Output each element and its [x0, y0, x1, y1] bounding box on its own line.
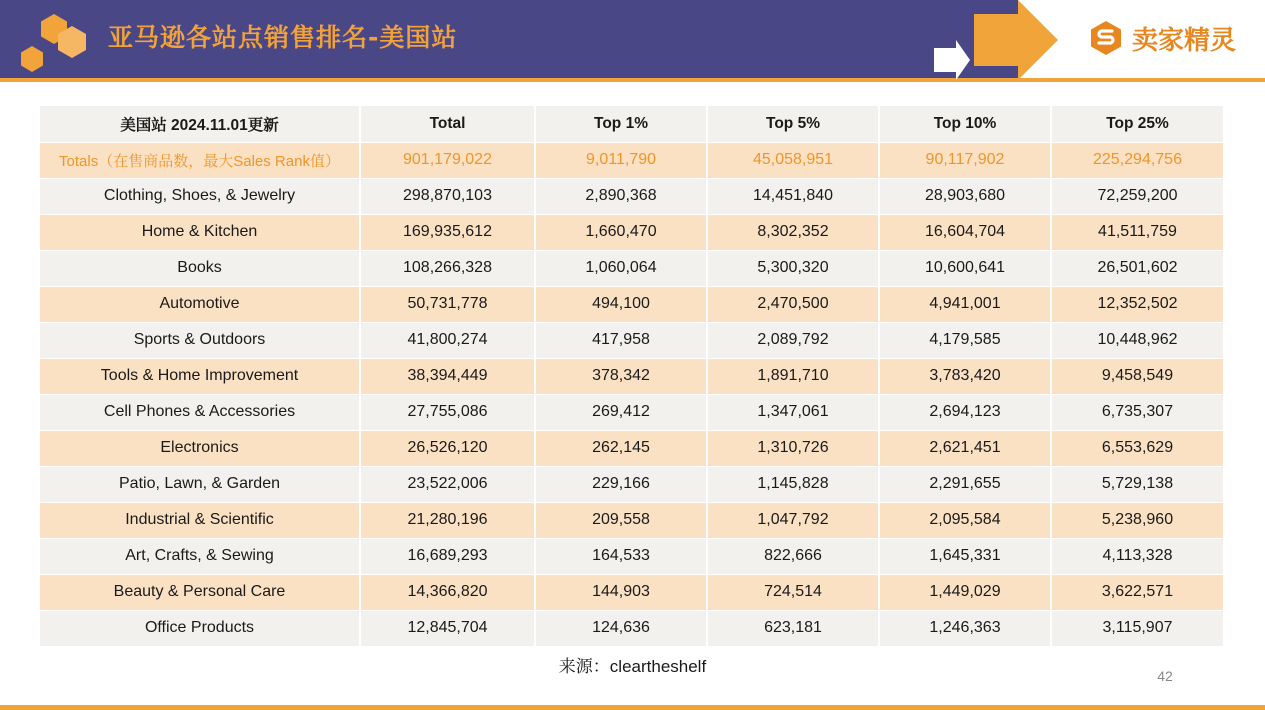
header-cell: Top 1% [535, 106, 707, 142]
value-cell: 50,731,778 [360, 286, 535, 322]
table-header-row [40, 106, 1223, 142]
totals-cell: 90,117,902 [879, 142, 1051, 178]
value-cell: 262,145 [535, 430, 707, 466]
category-cell: Industrial & Scientific [40, 502, 360, 538]
value-cell: 1,047,792 [707, 502, 879, 538]
value-cell: 822,666 [707, 538, 879, 574]
table-row [40, 250, 1223, 286]
value-cell: 16,689,293 [360, 538, 535, 574]
value-cell: 3,115,907 [1051, 610, 1223, 646]
value-cell: 3,622,571 [1051, 574, 1223, 610]
category-cell: Patio, Lawn, & Garden [40, 466, 360, 502]
value-cell: 124,636 [535, 610, 707, 646]
totals-cell: 901,179,022 [360, 142, 535, 178]
value-cell: 26,501,602 [1051, 250, 1223, 286]
value-cell: 21,280,196 [360, 502, 535, 538]
value-cell: 5,729,138 [1051, 466, 1223, 502]
value-cell: 8,302,352 [707, 214, 879, 250]
value-cell: 2,694,123 [879, 394, 1051, 430]
sellersprite-s-icon [1088, 20, 1124, 56]
value-cell: 23,522,006 [360, 466, 535, 502]
hexagon-cluster-icon [14, 12, 94, 72]
value-cell: 14,366,820 [360, 574, 535, 610]
value-cell: 209,558 [535, 502, 707, 538]
value-cell: 1,246,363 [879, 610, 1051, 646]
value-cell: 108,266,328 [360, 250, 535, 286]
value-cell: 41,511,759 [1051, 214, 1223, 250]
table-row [40, 502, 1223, 538]
value-cell: 14,451,840 [707, 178, 879, 214]
value-cell: 298,870,103 [360, 178, 535, 214]
value-cell: 1,660,470 [535, 214, 707, 250]
value-cell: 4,113,328 [1051, 538, 1223, 574]
value-cell: 1,449,029 [879, 574, 1051, 610]
value-cell: 2,095,584 [879, 502, 1051, 538]
slide-header [0, 0, 1265, 82]
table-row [40, 358, 1223, 394]
value-cell: 28,903,680 [879, 178, 1051, 214]
value-cell: 378,342 [535, 358, 707, 394]
category-cell: Office Products [40, 610, 360, 646]
footer-accent-line [0, 705, 1265, 710]
table-row [40, 322, 1223, 358]
arrow-decoration-icon [930, 0, 1065, 82]
value-cell: 1,347,061 [707, 394, 879, 430]
header-cell: Top 5% [707, 106, 879, 142]
table-row [40, 286, 1223, 322]
category-cell: Cell Phones & Accessories [40, 394, 360, 430]
table-row [40, 610, 1223, 646]
value-cell: 72,259,200 [1051, 178, 1223, 214]
value-cell: 4,941,001 [879, 286, 1051, 322]
value-cell: 417,958 [535, 322, 707, 358]
value-cell: 6,553,629 [1051, 430, 1223, 466]
value-cell: 10,600,641 [879, 250, 1051, 286]
value-cell: 169,935,612 [360, 214, 535, 250]
value-cell: 41,800,274 [360, 322, 535, 358]
value-cell: 724,514 [707, 574, 879, 610]
category-cell: Automotive [40, 286, 360, 322]
header-accent-line [0, 78, 1265, 82]
sales-rank-table [40, 106, 1223, 647]
value-cell: 144,903 [535, 574, 707, 610]
value-cell: 12,845,704 [360, 610, 535, 646]
value-cell: 5,300,320 [707, 250, 879, 286]
totals-cell: 225,294,756 [1051, 142, 1223, 178]
value-cell: 164,533 [535, 538, 707, 574]
value-cell: 2,621,451 [879, 430, 1051, 466]
totals-row [40, 142, 1223, 178]
value-cell: 229,166 [535, 466, 707, 502]
category-cell: Sports & Outdoors [40, 322, 360, 358]
value-cell: 1,891,710 [707, 358, 879, 394]
value-cell: 1,310,726 [707, 430, 879, 466]
category-cell: Books [40, 250, 360, 286]
value-cell: 26,526,120 [360, 430, 535, 466]
source-note: 来源：cleartheshelf [558, 657, 707, 676]
value-cell: 27,755,086 [360, 394, 535, 430]
category-cell: Art, Crafts, & Sewing [40, 538, 360, 574]
totals-cell: Totals（在售商品数，最大Sales Rank值） [40, 142, 360, 178]
table-row [40, 430, 1223, 466]
category-cell: Beauty & Personal Care [40, 574, 360, 610]
value-cell: 10,448,962 [1051, 322, 1223, 358]
category-cell: Tools & Home Improvement [40, 358, 360, 394]
brand-name: 卖家精灵 [1132, 25, 1237, 56]
value-cell: 1,645,331 [879, 538, 1051, 574]
value-cell: 16,604,704 [879, 214, 1051, 250]
value-cell: 269,412 [535, 394, 707, 430]
value-cell: 2,089,792 [707, 322, 879, 358]
page-title: 亚马逊各站点销售排名-美国站 [108, 23, 458, 52]
table-row [40, 178, 1223, 214]
table-row [40, 538, 1223, 574]
category-cell: Home & Kitchen [40, 214, 360, 250]
table-row [40, 466, 1223, 502]
header-cell: Total [360, 106, 535, 142]
value-cell: 9,458,549 [1051, 358, 1223, 394]
header-cell: 美国站 2024.11.01更新 [40, 106, 360, 142]
value-cell: 623,181 [707, 610, 879, 646]
value-cell: 1,060,064 [535, 250, 707, 286]
value-cell: 2,291,655 [879, 466, 1051, 502]
brand-logo [1088, 18, 1236, 58]
totals-cell: 9,011,790 [535, 142, 707, 178]
value-cell: 5,238,960 [1051, 502, 1223, 538]
header-cell: Top 25% [1051, 106, 1223, 142]
value-cell: 1,145,828 [707, 466, 879, 502]
page-number: 42 [1157, 668, 1173, 684]
value-cell: 6,735,307 [1051, 394, 1223, 430]
category-cell: Electronics [40, 430, 360, 466]
table-row [40, 214, 1223, 250]
category-cell: Clothing, Shoes, & Jewelry [40, 178, 360, 214]
value-cell: 38,394,449 [360, 358, 535, 394]
header-cell: Top 10% [879, 106, 1051, 142]
value-cell: 494,100 [535, 286, 707, 322]
value-cell: 12,352,502 [1051, 286, 1223, 322]
value-cell: 2,470,500 [707, 286, 879, 322]
totals-cell: 45,058,951 [707, 142, 879, 178]
table-row [40, 394, 1223, 430]
value-cell: 3,783,420 [879, 358, 1051, 394]
value-cell: 2,890,368 [535, 178, 707, 214]
value-cell: 4,179,585 [879, 322, 1051, 358]
table-row [40, 574, 1223, 610]
